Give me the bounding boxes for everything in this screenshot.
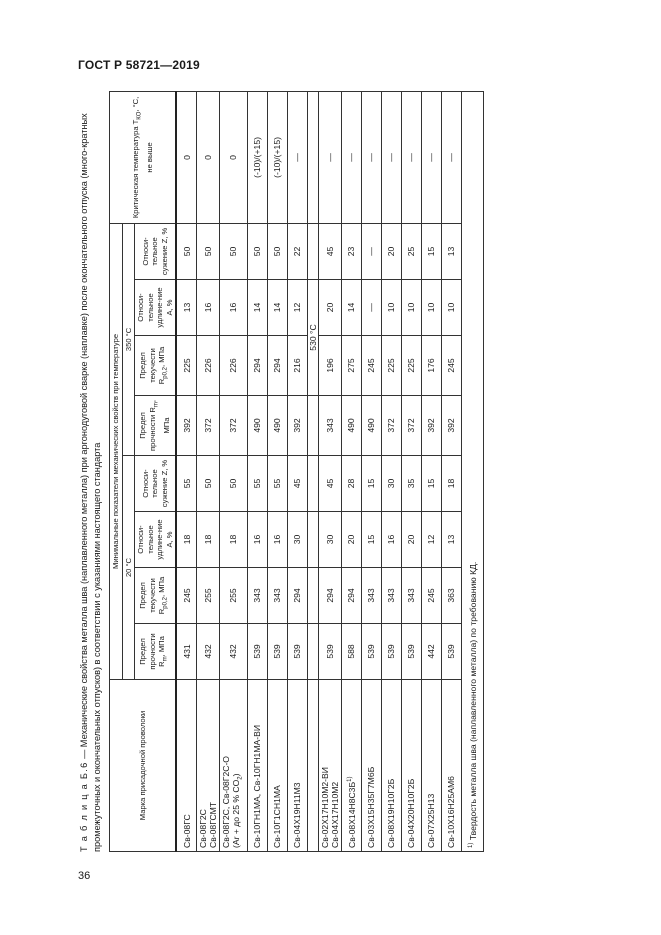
table-row <box>267 91 287 851</box>
value-cell: 30 <box>287 512 307 568</box>
value-cell: 226 <box>197 336 220 396</box>
value-cell: 196 <box>318 336 341 396</box>
value-cell: (-10)/(+15) <box>247 91 267 223</box>
wire-grade-cell: $Св-08Х14Н8С3Б^{1)}$ <box>341 680 361 852</box>
table-row <box>361 91 381 851</box>
value-cell: 45 <box>318 223 341 279</box>
header-rp-20: Предел текучести $R_{p0,2}$, МПа <box>135 568 177 624</box>
value-cell: 16 <box>381 512 401 568</box>
value-cell: 245 <box>421 568 441 624</box>
value-cell: 10 <box>401 280 421 336</box>
spacer-cell <box>307 568 318 624</box>
spacer-cell <box>307 396 318 456</box>
wire-grade-cell: Св-07Х25Н13 <box>421 680 441 852</box>
value-cell: 275 <box>341 336 361 396</box>
page-number: 36 <box>78 870 91 882</box>
value-cell: 16 <box>247 512 267 568</box>
table-row <box>197 91 220 851</box>
header-350c: 350 °С <box>122 223 135 455</box>
header-z-350: Относи-тельное сужение Z, % <box>135 223 177 279</box>
wire-grade-cell: Св-04Х19Н11М3 <box>287 680 307 852</box>
value-cell: — <box>401 91 421 223</box>
value-cell: 15 <box>361 512 381 568</box>
value-cell: 343 <box>318 396 341 456</box>
value-cell: 363 <box>441 568 461 624</box>
value-cell: 225 <box>401 336 421 396</box>
value-cell: 432 <box>220 624 248 680</box>
value-cell: 20 <box>341 512 361 568</box>
value-cell: 539 <box>441 624 461 680</box>
wire-grade-cell: Св-10Г1СН1МА <box>267 680 287 852</box>
value-cell: 343 <box>401 568 421 624</box>
value-cell: 55 <box>267 456 287 512</box>
value-cell: 372 <box>381 396 401 456</box>
wire-grade-cell: Св-10ГН1МА, Св-10ГН1МА-ВИ <box>247 680 267 852</box>
table-caption <box>78 92 103 852</box>
value-cell: 16 <box>220 280 248 336</box>
wire-grade-cell: Св-02Х17Н10М2-ВИ Св-04Х17Н10М2 <box>318 680 341 852</box>
value-cell: 0 <box>176 91 197 223</box>
caption-text: — Механические свойства металла шва (наплавленного металла) при аргонодуговой сварке (наплавке) после окончательного отпуска (много-кратных промежуточных и окончательных отпусков) в соответствии с указаниями настоящего стандарта <box>79 113 102 852</box>
value-cell: 13 <box>176 280 197 336</box>
value-cell: 372 <box>220 396 248 456</box>
value-cell: 588 <box>341 624 361 680</box>
value-cell: 55 <box>247 456 267 512</box>
value-cell: 343 <box>381 568 401 624</box>
value-cell: 13 <box>441 223 461 279</box>
value-cell: 490 <box>267 396 287 456</box>
header-rp-350: Предел текучести $R_{p0,2}$, МПа <box>135 336 177 396</box>
value-cell: 18 <box>441 456 461 512</box>
value-cell: 16 <box>267 512 287 568</box>
wire-grade-cell: Св-08ГС <box>176 680 197 852</box>
value-cell: 294 <box>247 336 267 396</box>
wire-grade-cell: Св-04Х20Н10Г2Б <box>401 680 421 852</box>
table-row <box>220 91 248 851</box>
value-cell: 12 <box>421 512 441 568</box>
header-20c: 20 °С <box>122 456 135 680</box>
table-row <box>341 91 361 851</box>
temperature-note-row <box>307 91 318 851</box>
value-cell: 15 <box>421 223 441 279</box>
value-cell: 490 <box>247 396 267 456</box>
value-cell: 245 <box>441 336 461 396</box>
value-cell: 255 <box>220 568 248 624</box>
table-row <box>441 91 461 851</box>
value-cell: 55 <box>176 456 197 512</box>
value-cell: 25 <box>401 223 421 279</box>
value-cell: 10 <box>421 280 441 336</box>
value-cell: 442 <box>421 624 441 680</box>
caption-label: Т а б л и ц а Б.6 <box>79 761 89 852</box>
value-cell: 539 <box>318 624 341 680</box>
value-cell: 0 <box>197 91 220 223</box>
value-cell: 245 <box>361 336 381 396</box>
wire-grade-cell: Св-08Х19Н10Г2Б <box>381 680 401 852</box>
value-cell: 18 <box>176 512 197 568</box>
value-cell: — <box>441 91 461 223</box>
temperature-530-label: 530 °С <box>307 280 318 396</box>
value-cell: 50 <box>220 456 248 512</box>
table-row <box>287 91 307 851</box>
value-cell: 18 <box>197 512 220 568</box>
value-cell: 12 <box>287 280 307 336</box>
value-cell: 45 <box>318 456 341 512</box>
wire-grade-cell: Св-08Г2С, Св-08Г2С-О (Ar + до 25 % $CO_2$) <box>220 680 248 852</box>
value-cell: (-10)/(+15) <box>267 91 287 223</box>
value-cell: 539 <box>247 624 267 680</box>
value-cell: 50 <box>220 223 248 279</box>
spacer-cell <box>307 624 318 680</box>
value-cell: 30 <box>381 456 401 512</box>
value-cell: 343 <box>361 568 381 624</box>
value-cell: 13 <box>441 512 461 568</box>
value-cell: 10 <box>381 280 401 336</box>
value-cell: 294 <box>267 336 287 396</box>
spacer-cell <box>307 680 318 852</box>
rotated-table-block <box>78 90 479 852</box>
value-cell: — <box>341 91 361 223</box>
spacer-cell <box>307 223 318 279</box>
table-row <box>381 91 401 851</box>
value-cell: 50 <box>176 223 197 279</box>
value-cell: — <box>381 91 401 223</box>
value-cell: — <box>287 91 307 223</box>
header-a-20: Относи-тельное удлине-ние А, % <box>135 512 177 568</box>
value-cell: 45 <box>287 456 307 512</box>
value-cell: — <box>361 280 381 336</box>
value-cell: — <box>361 223 381 279</box>
table-row <box>421 91 441 851</box>
value-cell: 16 <box>197 280 220 336</box>
value-cell: 432 <box>197 624 220 680</box>
table-row <box>401 91 421 851</box>
value-cell: 294 <box>287 568 307 624</box>
value-cell: 490 <box>361 396 381 456</box>
value-cell: 20 <box>401 512 421 568</box>
value-cell: 22 <box>287 223 307 279</box>
value-cell: 50 <box>247 223 267 279</box>
value-cell: 216 <box>287 336 307 396</box>
value-cell: 539 <box>267 624 287 680</box>
value-cell: 225 <box>176 336 197 396</box>
value-cell: 343 <box>247 568 267 624</box>
value-cell: 35 <box>401 456 421 512</box>
value-cell: 372 <box>197 396 220 456</box>
value-cell: 0 <box>220 91 248 223</box>
value-cell: — <box>361 91 381 223</box>
footnote-row <box>461 91 483 851</box>
header-rm-350: Предел прочности $R_m$, МПа <box>135 396 177 456</box>
spacer-cell <box>307 91 318 223</box>
header-a-350: Относи-тельное удлине-ние А, % <box>135 280 177 336</box>
value-cell: 392 <box>287 396 307 456</box>
spacer-cell <box>307 512 318 568</box>
value-cell: 372 <box>401 396 421 456</box>
value-cell: 14 <box>247 280 267 336</box>
value-cell: — <box>318 91 341 223</box>
value-cell: 14 <box>341 280 361 336</box>
value-cell: 255 <box>197 568 220 624</box>
wire-grade-cell: Св-10Х16Н25АМ6 <box>441 680 461 852</box>
value-cell: 50 <box>197 223 220 279</box>
value-cell: 225 <box>381 336 401 396</box>
wire-grade-cell: Св-03Х15Н35Г7М6Б <box>361 680 381 852</box>
document-header: ГОСТ Р 58721—2019 <box>78 58 200 72</box>
table-row <box>176 91 197 851</box>
mechanical-properties-table <box>109 91 484 852</box>
table-footnote: $^{1)}$ Твердость металла шва (наплавленного металла) по требованию КД. <box>461 91 483 851</box>
value-cell: 294 <box>318 568 341 624</box>
header-rm-20: Предел прочности $R_m$, МПа <box>135 624 177 680</box>
value-cell: 431 <box>176 624 197 680</box>
value-cell: 15 <box>421 456 441 512</box>
value-cell: 14 <box>267 280 287 336</box>
value-cell: 23 <box>341 223 361 279</box>
value-cell: 50 <box>197 456 220 512</box>
value-cell: 392 <box>176 396 197 456</box>
value-cell: 490 <box>341 396 361 456</box>
value-cell: 392 <box>441 396 461 456</box>
value-cell: 343 <box>267 568 287 624</box>
header-z-20: Относи-тельное сужение Z, % <box>135 456 177 512</box>
value-cell: 294 <box>341 568 361 624</box>
value-cell: 226 <box>220 336 248 396</box>
value-cell: 18 <box>220 512 248 568</box>
value-cell: 20 <box>381 223 401 279</box>
value-cell: 245 <box>176 568 197 624</box>
header-min-props: Минимальные показатели механических свойств при температуре <box>110 223 123 679</box>
header-critical-temp: Критическая температура $Т_{КО}$, °С, не выше <box>110 91 177 223</box>
value-cell: 10 <box>441 280 461 336</box>
spacer-cell <box>307 456 318 512</box>
value-cell: 30 <box>318 512 341 568</box>
value-cell: 15 <box>361 456 381 512</box>
value-cell: 28 <box>341 456 361 512</box>
value-cell: 176 <box>421 336 441 396</box>
value-cell: 539 <box>287 624 307 680</box>
wire-grade-cell: Св-08Г2С Св-08ГСМТ <box>197 680 220 852</box>
value-cell: 539 <box>361 624 381 680</box>
value-cell: 539 <box>401 624 421 680</box>
header-wire: Марка присадочной проволоки <box>110 680 177 852</box>
value-cell: 392 <box>421 396 441 456</box>
value-cell: — <box>421 91 441 223</box>
value-cell: 50 <box>267 223 287 279</box>
value-cell: 539 <box>381 624 401 680</box>
table-row <box>247 91 267 851</box>
table-row <box>318 91 341 851</box>
value-cell: 20 <box>318 280 341 336</box>
